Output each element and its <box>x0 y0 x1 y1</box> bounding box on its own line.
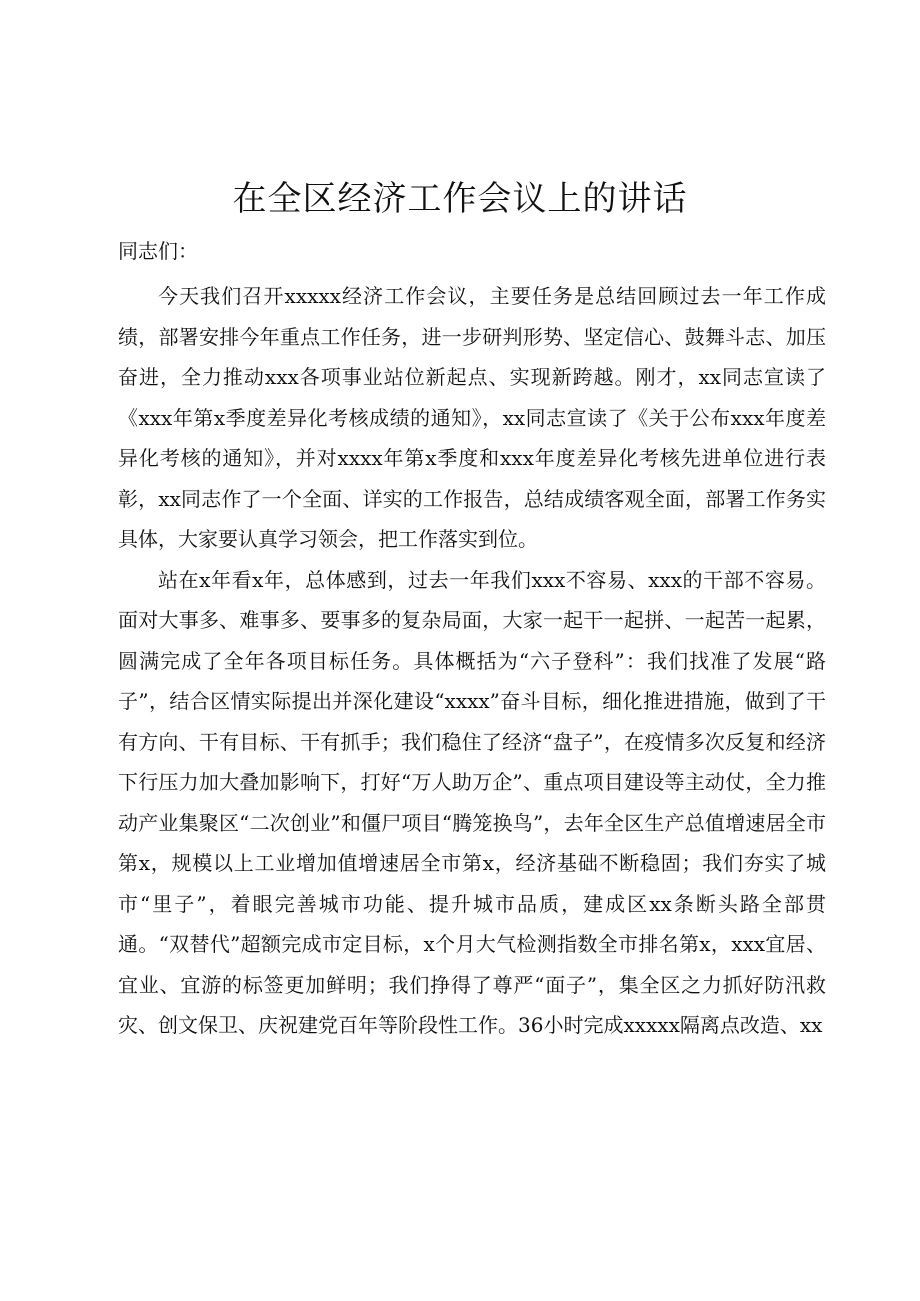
document-title: 在全区经济工作会议上的讲话 <box>232 179 688 219</box>
paragraph-review: 站在x年看x年，总体感到，过去一年我们xxx不容易、xxx的干部不容易。面对大事多、难事多、要事多的复杂局面，大家一起干一起拼、一起苦一起累，圆满完成了全年各项目标任务。具体概括为“六子登科”：我们找准了发展“路子”，结合区情实际提出并深化建设“xxxx”奋斗目标，细化推进措施，做到了干有方向、干有目标、干有抓手；我们稳住了经济“盘子”，在疫情多次反复和经济下行压力加大叠加影响下，打好“万人助万企”、重点项目建设等主动仗，全力推动产业集聚区“二次创业”和僵尸项目“腾笼换鸟”，去年全区生产总值增速居全市第x，规模以上工业增加值增速居全市第x，经济基础不断稳固；我们夯实了城市“里子”，着眼完善城市功能、提升城市品质，建成区xx条断头路全部贯通。“双替代”超额完成市定目标，x个月大气检测指数全市排名第x，xxx宜居、宜业、宜游的标签更加鲜明；我们挣得了尊严“面子”，集全区之力抓好防汛救灾、创文保卫、庆祝建党百年等阶段性工作。36小时完成xxxxx隔离点改造、xx <box>118 567 826 1037</box>
salutation: 同志们： <box>118 239 198 263</box>
document-body <box>118 276 826 1046</box>
paragraph-opening: 今天我们召开xxxxx经济工作会议，主要任务是总结回顾过去一年工作成绩，部署安排今年重点工作任务，进一步研判形势、坚定信心、鼓舞斗志、加压奋进，全力推动xxx各项事业站位新起点、实现新跨越。刚才，xx同志宣读了《xxx年第x季度差异化考核成绩的通知》，xx同志宣读了《关于公布xxx年度差异化考核的通知》，并对xxxx年第x季度和xxx年度差异化考核先进单位进行表彰，xx同志作了一个全面、详实的工作报告，总结成绩客观全面，部署工作务实具体，大家要认真学习领会，把工作落实到位。 <box>118 284 826 551</box>
